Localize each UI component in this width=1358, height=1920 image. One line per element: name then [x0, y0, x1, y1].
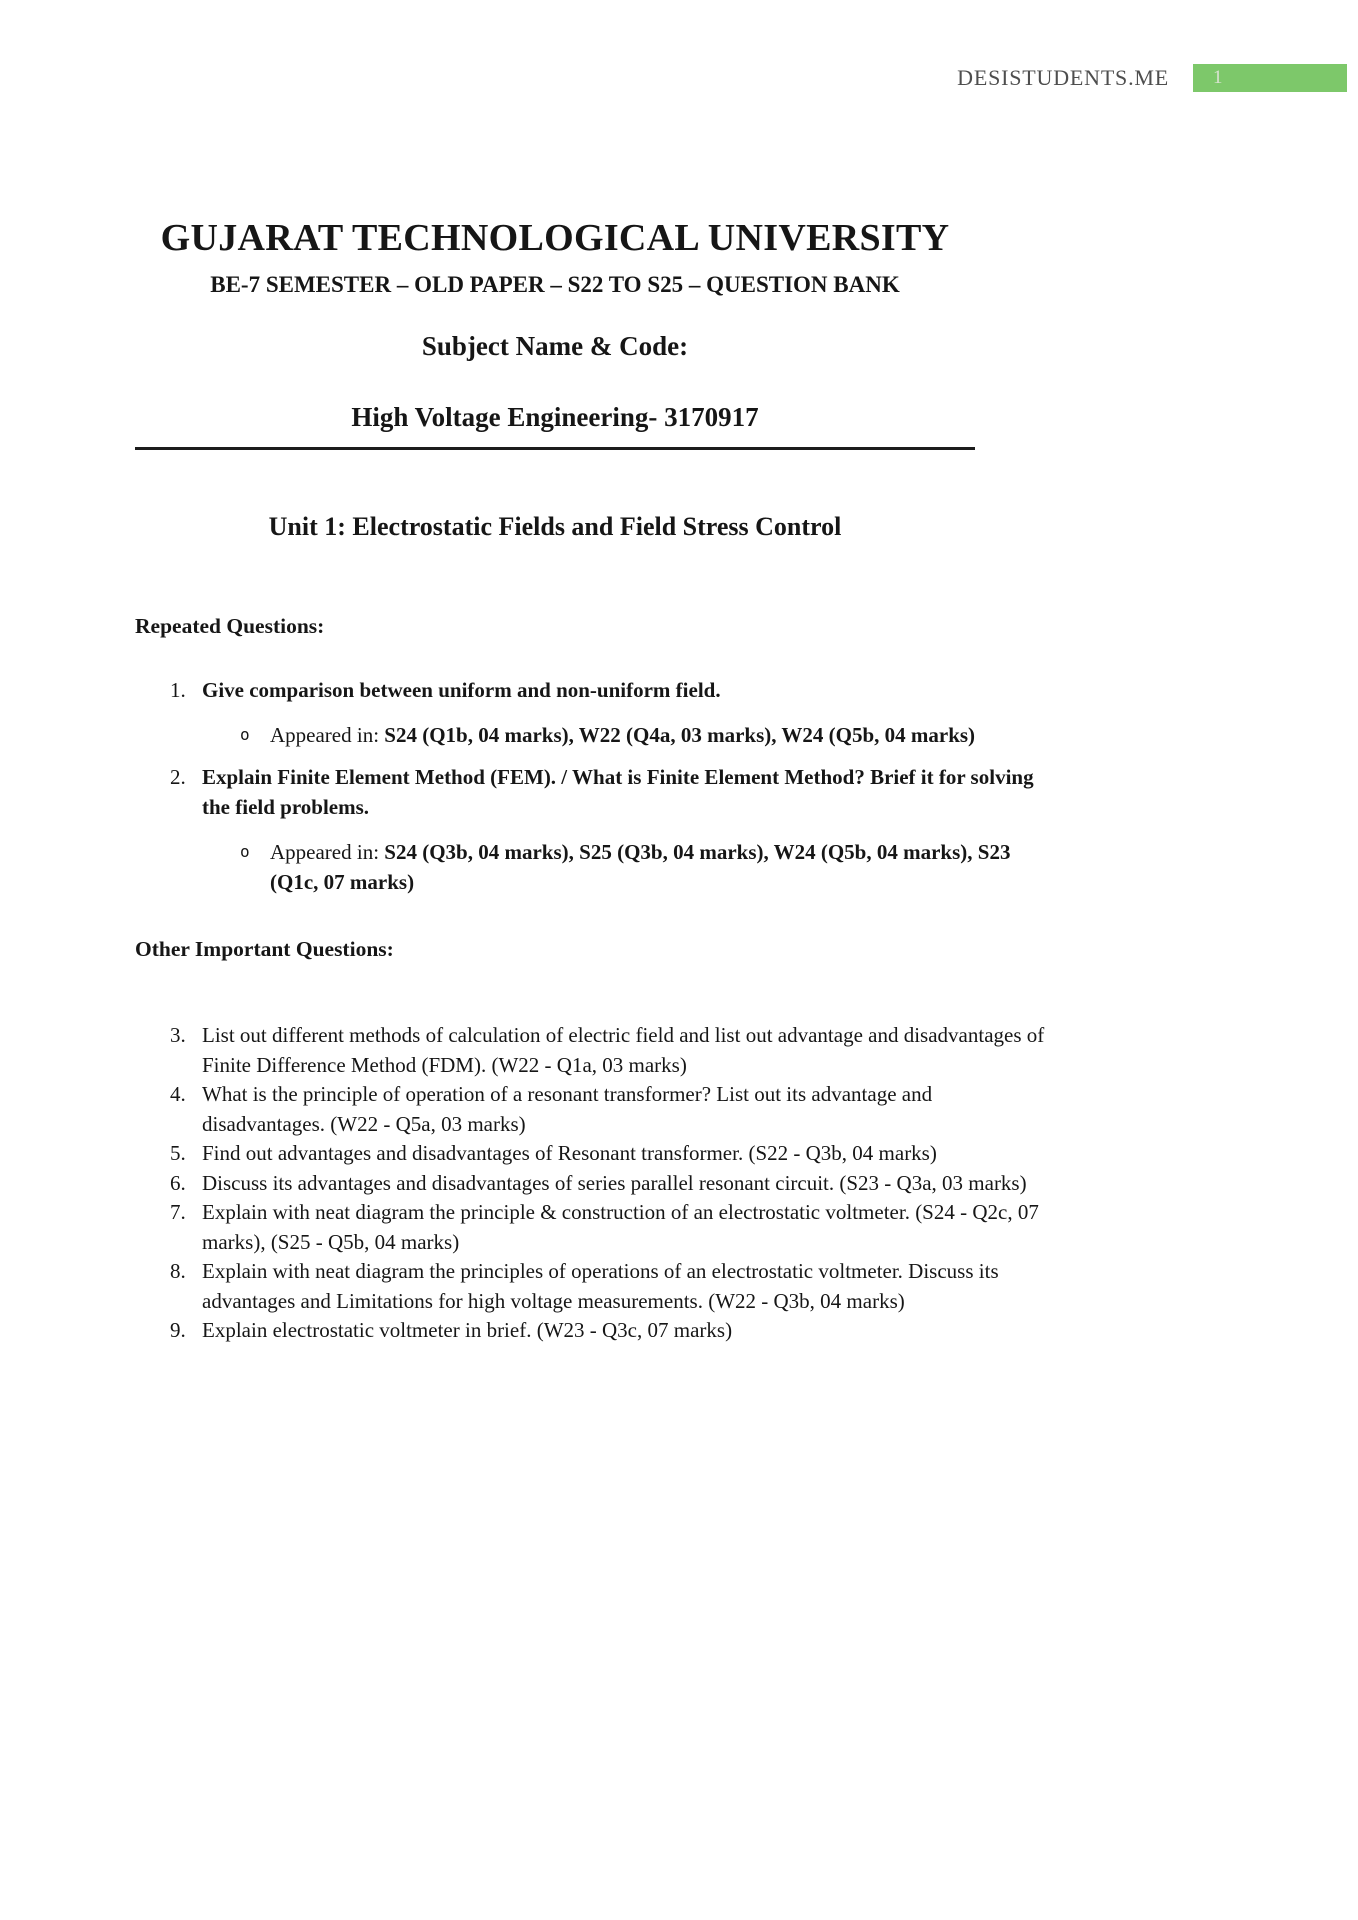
question-text: List out different methods of calculation of electric field and list out advantage and disadvantages of Finite Difference Method (FDM). (W22 - Q1a, 03 marks): [202, 1023, 1045, 1077]
question-text: Find out advantages and disadvantages of Resonant transformer. (S22 - Q3b, 04 marks): [202, 1141, 937, 1165]
repeated-questions-list: [135, 675, 1045, 897]
subject-label: Subject Name & Code:: [421, 331, 689, 361]
question-text: What is the principle of operation of a resonant transformer? List out its advantage and disadvantages. (W22 - Q5a, 03 marks): [202, 1082, 933, 1136]
question-text: Explain Finite Element Method (FEM). / What is Finite Element Method? Brief it for solving the field problems.: [202, 765, 1034, 819]
subject-name: High Voltage Engineering- 3170917: [351, 402, 759, 432]
question-text: Explain electrostatic voltmeter in brief. (W23 - Q3c, 07 marks): [202, 1318, 733, 1342]
appeared-label: Appeared in:: [270, 840, 385, 864]
appeared-label: Appeared in:: [270, 723, 385, 747]
appearance-citations: S24 (Q1b, 04 marks), W22 (Q4a, 03 marks), W24 (Q5b, 04 marks): [384, 723, 976, 747]
question-number: 7.: [170, 1200, 186, 1224]
page-number: 1: [1213, 67, 1223, 88]
unit-title: Unit 1: Electrostatic Fields and Field Stress Control: [268, 512, 842, 541]
question-number: 2.: [170, 765, 186, 789]
page-number-badge: [1193, 64, 1347, 92]
question-text: Explain with neat diagram the principle & construction of an electrostatic voltmeter. (S24 - Q2c, 07 marks), (S25 - Q5b, 04 marks): [202, 1200, 1039, 1254]
appearance-text: [270, 837, 1045, 897]
question-item: [135, 675, 1045, 705]
question-item: [135, 1198, 1045, 1257]
repeated-questions-heading: Repeated Questions:: [135, 614, 325, 638]
question-text: Explain with neat diagram the principles of operations of an electrostatic voltmeter. Discuss its advantages and Limitations for high voltage measurements. (W22 - Q3b, 04 marks): [202, 1259, 999, 1313]
other-questions-list: [135, 1021, 1045, 1346]
question-item: [135, 1316, 1045, 1346]
question-item: [135, 1257, 1045, 1316]
question-number: 1.: [170, 678, 186, 702]
other-questions-heading: Other Important Questions:: [135, 937, 394, 961]
university-title: GUJARAT TECHNOLOGICAL UNIVERSITY: [160, 217, 950, 259]
circle-bullet-icon: o: [240, 842, 250, 861]
paper-banner: BE-7 SEMESTER – OLD PAPER – S22 TO S25 – QUESTION BANK: [210, 272, 900, 297]
title-block: [135, 216, 975, 433]
appearance-item: [135, 720, 1045, 750]
question-item: [135, 1021, 1045, 1080]
site-name: DESISTUDENTS.ME: [957, 65, 1169, 90]
question-item: [135, 1080, 1045, 1139]
question-text: Discuss its advantages and disadvantages of series parallel resonant circuit. (S23 - Q3a, 03 marks): [202, 1170, 1027, 1195]
question-number: 6.: [170, 1170, 186, 1195]
circle-bullet-icon: o: [240, 725, 250, 744]
appearance-item: [135, 837, 1045, 897]
page-header: [0, 64, 1347, 92]
appearance-citations: S24 (Q3b, 04 marks), S25 (Q3b, 04 marks), W24 (Q5b, 04 marks), S23 (Q1c, 07 marks): [270, 840, 1011, 894]
appearance-text: [270, 720, 1045, 750]
question-number: 5.: [170, 1141, 186, 1165]
question-number: 9.: [170, 1318, 186, 1342]
question-item: [135, 762, 1045, 822]
question-number: 4.: [170, 1082, 186, 1106]
question-text: Give comparison between uniform and non-uniform field.: [202, 678, 721, 702]
horizontal-divider: [135, 447, 975, 450]
question-number: 8.: [170, 1259, 186, 1283]
question-number: 3.: [170, 1023, 186, 1047]
question-item: [135, 1169, 1045, 1199]
document-body: [135, 612, 1045, 1346]
question-item: [135, 1139, 1045, 1169]
